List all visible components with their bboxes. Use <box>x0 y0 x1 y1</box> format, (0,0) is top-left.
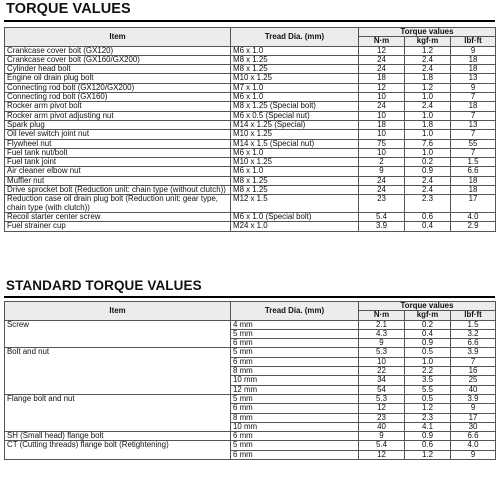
lbfft-cell: 25 <box>451 376 496 385</box>
thread-cell: M8 x 1.25 <box>231 55 359 64</box>
kgfm-cell: 1.0 <box>405 148 451 157</box>
thread-cell: M6 x 1.0 <box>231 167 359 176</box>
table-row <box>5 74 496 83</box>
table-row <box>5 111 496 120</box>
lbfft-cell: 40 <box>451 385 496 394</box>
nm-cell: 12 <box>359 83 405 92</box>
thread-cell: 6 mm <box>231 450 359 459</box>
standard-torque-values-body <box>5 320 496 459</box>
nm-cell: 2.1 <box>359 320 405 329</box>
item-cell: Engine oil drain plug bolt <box>5 74 231 83</box>
lbfft-cell: 1.5 <box>451 158 496 167</box>
lbfft-cell: 3.2 <box>451 329 496 338</box>
nm-cell: 54 <box>359 385 405 394</box>
lbfft-cell: 3.9 <box>451 348 496 357</box>
lbfft-cell: 6.6 <box>451 432 496 441</box>
lbfft-cell: 9 <box>451 404 496 413</box>
thread-cell: M10 x 1.25 <box>231 74 359 83</box>
nm-cell: 18 <box>359 74 405 83</box>
kgfm-cell: 2.4 <box>405 186 451 195</box>
kgfm-cell: 3.5 <box>405 376 451 385</box>
lbfft-cell: 55 <box>451 139 496 148</box>
item-cell: Cylinder head bolt <box>5 65 231 74</box>
thread-cell: 6 mm <box>231 357 359 366</box>
table-row <box>5 158 496 167</box>
item-cell: Screw <box>5 320 231 348</box>
item-cell: Bolt and nut <box>5 348 231 394</box>
table-row <box>5 102 496 111</box>
thread-cell: 5 mm <box>231 394 359 403</box>
table-row <box>5 176 496 185</box>
lbfft-cell: 6.6 <box>451 167 496 176</box>
thread-cell: 8 mm <box>231 367 359 376</box>
item-cell: Spark plug <box>5 120 231 129</box>
thread-cell: M6 x 1.0 <box>231 148 359 157</box>
lbfft-cell: 16 <box>451 367 496 376</box>
thread-cell: M8 x 1.25 <box>231 176 359 185</box>
table-row <box>5 167 496 176</box>
nm-cell: 12 <box>359 46 405 55</box>
kgfm-cell: 1.2 <box>405 83 451 92</box>
kgfm-cell: 5.5 <box>405 385 451 394</box>
kgfm-cell: 7.6 <box>405 139 451 148</box>
nm-cell: 22 <box>359 367 405 376</box>
kgfm-cell: 0.9 <box>405 432 451 441</box>
kgfm-cell: 4.1 <box>405 422 451 431</box>
item-cell: Air cleaner elbow nut <box>5 167 231 176</box>
kgfm-cell: 0.2 <box>405 158 451 167</box>
thread-cell: M8 x 1.25 <box>231 65 359 74</box>
lbfft-cell: 18 <box>451 102 496 111</box>
item-cell: Connecting rod bolt (GX120/GX200) <box>5 83 231 92</box>
item-cell: Flange bolt and nut <box>5 394 231 431</box>
lbfft-cell: 30 <box>451 422 496 431</box>
nm-cell: 40 <box>359 422 405 431</box>
kgfm-cell: 0.5 <box>405 394 451 403</box>
nm-cell: 10 <box>359 111 405 120</box>
nm-cell: 5.3 <box>359 348 405 357</box>
table-row <box>5 348 496 357</box>
kgfm-cell: 2.3 <box>405 413 451 422</box>
kgfm-cell: 1.0 <box>405 93 451 102</box>
kgfm-cell: 1.8 <box>405 120 451 129</box>
kgfm-cell: 0.9 <box>405 339 451 348</box>
kgfm-cell: 1.2 <box>405 404 451 413</box>
item-cell: Fuel tank nut/bolt <box>5 148 231 157</box>
nm-cell: 18 <box>359 120 405 129</box>
nm-cell: 24 <box>359 102 405 111</box>
nm-cell: 23 <box>359 413 405 422</box>
thread-cell: M8 x 1.25 (Special bolt) <box>231 102 359 111</box>
item-cell: Rocker arm pivot adjusting nut <box>5 111 231 120</box>
item-cell: Crankcase cover bolt (GX160/GX200) <box>5 55 231 64</box>
table-row <box>5 46 496 55</box>
kgfm-cell: 2.3 <box>405 195 451 213</box>
nm-cell: 12 <box>359 450 405 459</box>
table-row <box>5 320 496 329</box>
table-row <box>5 55 496 64</box>
kgfm-cell: 1.2 <box>405 46 451 55</box>
kgfm-cell: 2.4 <box>405 65 451 74</box>
table-row <box>5 186 496 195</box>
kgfm-cell: 1.0 <box>405 357 451 366</box>
header-item: Item <box>5 28 231 47</box>
nm-cell: 5.4 <box>359 212 405 221</box>
kgfm-cell: 2.4 <box>405 55 451 64</box>
lbfft-cell: 9 <box>451 450 496 459</box>
item-cell: Flywheel nut <box>5 139 231 148</box>
thread-cell: 6 mm <box>231 404 359 413</box>
lbfft-cell: 13 <box>451 120 496 129</box>
kgfm-cell: 1.0 <box>405 111 451 120</box>
header-thread: Tread Dia. (mm) <box>231 28 359 47</box>
table-row <box>5 432 496 441</box>
item-cell: Rocker arm pivot bolt <box>5 102 231 111</box>
kgfm-cell: 2.2 <box>405 367 451 376</box>
table-row <box>5 441 496 450</box>
nm-cell: 9 <box>359 339 405 348</box>
thread-cell: M14 x 1.5 (Special nut) <box>231 139 359 148</box>
lbfft-cell: 1.5 <box>451 320 496 329</box>
torque-values-table <box>4 27 496 232</box>
header-torque: Torque values <box>359 302 496 311</box>
item-cell: Muffler nut <box>5 176 231 185</box>
title-rule <box>4 20 495 22</box>
thread-cell: M12 x 1.5 <box>231 195 359 213</box>
torque-values-body <box>5 46 496 231</box>
nm-cell: 9 <box>359 432 405 441</box>
nm-cell: 24 <box>359 55 405 64</box>
kgfm-cell: 0.2 <box>405 320 451 329</box>
nm-cell: 10 <box>359 357 405 366</box>
table-row <box>5 65 496 74</box>
nm-cell: 12 <box>359 404 405 413</box>
item-cell: SH (Small head) flange bolt <box>5 432 231 441</box>
header-unit-kgfm: kgf·m <box>405 311 451 320</box>
lbfft-cell: 3.9 <box>451 394 496 403</box>
lbfft-cell: 7 <box>451 148 496 157</box>
thread-cell: M24 x 1.0 <box>231 222 359 231</box>
nm-cell: 2 <box>359 158 405 167</box>
nm-cell: 5.3 <box>359 394 405 403</box>
table-row <box>5 139 496 148</box>
item-cell: Fuel strainer cup <box>5 222 231 231</box>
header-unit-nm: N·m <box>359 37 405 46</box>
thread-cell: 5 mm <box>231 329 359 338</box>
thread-cell: M10 x 1.25 <box>231 130 359 139</box>
thread-cell: 5 mm <box>231 441 359 450</box>
nm-cell: 24 <box>359 176 405 185</box>
thread-cell: M7 x 1.0 <box>231 83 359 92</box>
nm-cell: 23 <box>359 195 405 213</box>
lbfft-cell: 18 <box>451 176 496 185</box>
header-unit-lbfft: lbf·ft <box>451 311 496 320</box>
lbfft-cell: 9 <box>451 46 496 55</box>
table-row <box>5 195 496 213</box>
kgfm-cell: 0.4 <box>405 222 451 231</box>
thread-cell: M14 x 1.25 (Special) <box>231 120 359 129</box>
table-row <box>5 394 496 403</box>
item-cell: Fuel tank joint <box>5 158 231 167</box>
lbfft-cell: 7 <box>451 130 496 139</box>
lbfft-cell: 7 <box>451 93 496 102</box>
kgfm-cell: 0.4 <box>405 329 451 338</box>
table-row <box>5 120 496 129</box>
item-cell: Recoil starter center screw <box>5 212 231 221</box>
item-cell: Oil level switch joint nut <box>5 130 231 139</box>
item-cell: Connecting rod bolt (GX160) <box>5 93 231 102</box>
nm-cell: 3.9 <box>359 222 405 231</box>
kgfm-cell: 2.4 <box>405 102 451 111</box>
lbfft-cell: 13 <box>451 74 496 83</box>
title-rule <box>4 296 495 298</box>
lbfft-cell: 2.9 <box>451 222 496 231</box>
nm-cell: 10 <box>359 130 405 139</box>
lbfft-cell: 7 <box>451 111 496 120</box>
kgfm-cell: 0.6 <box>405 212 451 221</box>
thread-cell: M6 x 1.0 <box>231 93 359 102</box>
table-row <box>5 83 496 92</box>
thread-cell: 4 mm <box>231 320 359 329</box>
header-unit-lbfft: lbf·ft <box>451 37 496 46</box>
lbfft-cell: 4.0 <box>451 212 496 221</box>
item-cell: CT (Cutting threads) flange bolt (Retightening) <box>5 441 231 460</box>
header-unit-nm: N·m <box>359 311 405 320</box>
header-thread: Tread Dia. (mm) <box>231 302 359 321</box>
nm-cell: 24 <box>359 186 405 195</box>
thread-cell: 12 mm <box>231 385 359 394</box>
thread-cell: M6 x 1.0 <box>231 46 359 55</box>
thread-cell: 10 mm <box>231 422 359 431</box>
standard-torque-values-table <box>4 301 496 460</box>
lbfft-cell: 9 <box>451 83 496 92</box>
lbfft-cell: 18 <box>451 186 496 195</box>
lbfft-cell: 17 <box>451 195 496 213</box>
table-row <box>5 222 496 231</box>
lbfft-cell: 17 <box>451 413 496 422</box>
header-torque: Torque values <box>359 28 496 37</box>
kgfm-cell: 1.0 <box>405 130 451 139</box>
torque-values-title: TORQUE VALUES <box>6 1 131 17</box>
thread-cell: 8 mm <box>231 413 359 422</box>
thread-cell: M6 x 1.0 (Special bolt) <box>231 212 359 221</box>
item-cell: Drive sprocket bolt (Reduction unit: chain type (without clutch)) <box>5 186 231 195</box>
nm-cell: 75 <box>359 139 405 148</box>
nm-cell: 10 <box>359 93 405 102</box>
header-unit-kgfm: kgf·m <box>405 37 451 46</box>
kgfm-cell: 1.2 <box>405 450 451 459</box>
thread-cell: M6 x 0.5 (Special nut) <box>231 111 359 120</box>
standard-torque-values-title: STANDARD TORQUE VALUES <box>6 278 202 293</box>
item-cell: Crankcase cover bolt (GX120) <box>5 46 231 55</box>
lbfft-cell: 7 <box>451 357 496 366</box>
table-row <box>5 212 496 221</box>
thread-cell: M8 x 1.25 <box>231 186 359 195</box>
thread-cell: 6 mm <box>231 432 359 441</box>
thread-cell: 5 mm <box>231 348 359 357</box>
kgfm-cell: 0.6 <box>405 441 451 450</box>
nm-cell: 24 <box>359 65 405 74</box>
kgfm-cell: 1.8 <box>405 74 451 83</box>
kgfm-cell: 2.4 <box>405 176 451 185</box>
nm-cell: 9 <box>359 167 405 176</box>
lbfft-cell: 6.6 <box>451 339 496 348</box>
table-row <box>5 148 496 157</box>
table-row <box>5 130 496 139</box>
nm-cell: 5.4 <box>359 441 405 450</box>
nm-cell: 4.3 <box>359 329 405 338</box>
kgfm-cell: 0.5 <box>405 348 451 357</box>
lbfft-cell: 4.0 <box>451 441 496 450</box>
header-item: Item <box>5 302 231 321</box>
thread-cell: M10 x 1.25 <box>231 158 359 167</box>
lbfft-cell: 18 <box>451 55 496 64</box>
table-row <box>5 93 496 102</box>
nm-cell: 10 <box>359 148 405 157</box>
thread-cell: 6 mm <box>231 339 359 348</box>
item-cell: Reduction case oil drain plug bolt (Reduction unit: gear type, chain type (with clutch)) <box>5 195 231 213</box>
kgfm-cell: 0.9 <box>405 167 451 176</box>
thread-cell: 10 mm <box>231 376 359 385</box>
lbfft-cell: 18 <box>451 65 496 74</box>
nm-cell: 34 <box>359 376 405 385</box>
